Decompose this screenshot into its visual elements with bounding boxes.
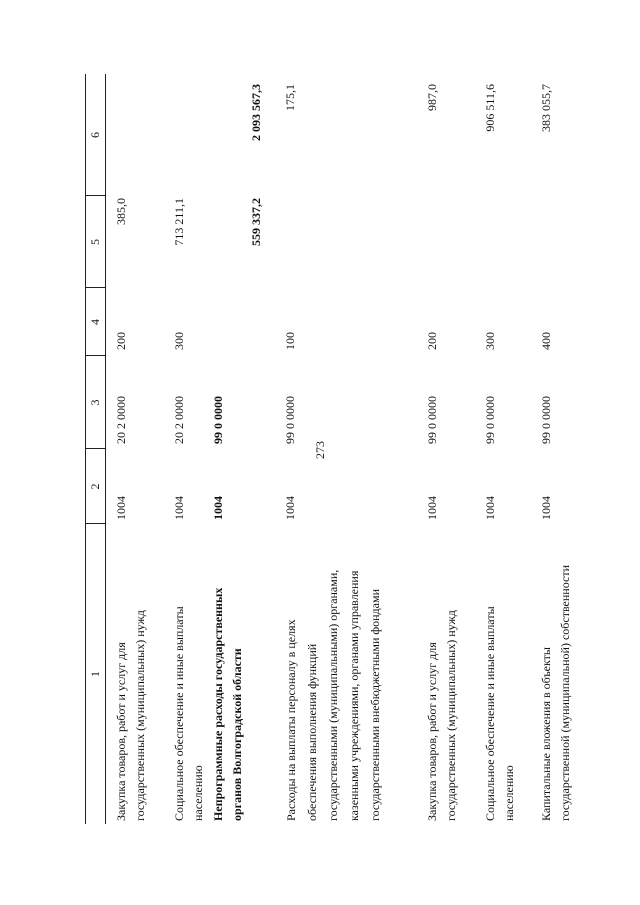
row-target: 99 0 0000 (425, 396, 439, 444)
row-kind: 300 (172, 332, 186, 350)
row-name: Расходы на выплаты персоналу в целях обеспечения выполнения функций государственными (муниципальными) органами, казенными учреждениями, органами управления государственными внебюджетными фондами (284, 569, 382, 821)
row-kind: 300 (483, 332, 497, 350)
row-target: 99 0 0000 (539, 396, 553, 444)
row-name: Социальное обеспечение и иные выплаты населению (172, 606, 205, 821)
column-header: 4 (87, 319, 102, 325)
row-sum-col6: 175,1 (283, 84, 297, 111)
row-section: 1004 (211, 496, 225, 520)
row-target: 99 0 0000 (483, 396, 497, 444)
column-header: 5 (87, 239, 102, 245)
row-sum-col6: 906 511,6 (483, 84, 497, 132)
row-section: 1004 (483, 496, 497, 520)
row-sum-col6: 383 055,7 (539, 84, 553, 132)
row-sum-col5: 713 211,1 (172, 198, 186, 246)
budget-table (85, 74, 605, 824)
row-target: 20 2 0000 (172, 396, 186, 444)
column-header: 1 (87, 671, 102, 677)
row-section: 1004 (114, 496, 128, 520)
row-sum-col6: 987,0 (425, 84, 439, 111)
row-name: Капитальные вложения в объекты государственной (муниципальной) собственности (539, 564, 572, 821)
row-section: 1004 (283, 496, 297, 520)
row-section: 1004 (539, 496, 553, 520)
row-sum-col5: 385,0 (114, 198, 128, 225)
header-bottom-border (105, 74, 106, 824)
column-header: 2 (87, 483, 102, 490)
row-section: 1004 (172, 496, 186, 520)
row-kind: 200 (114, 332, 128, 350)
row-name: Закупка товаров, работ и услуг для государственных (муниципальных) нужд (425, 610, 458, 821)
row-name: Закупка товаров, работ и услуг для государственных (муниципальных) нужд (114, 610, 147, 821)
row-kind: 400 (539, 332, 553, 350)
row-section: 1004 (425, 496, 439, 520)
column-header: 3 (87, 399, 102, 406)
row-name: Социальное обеспечение и иные выплаты населению (483, 606, 516, 821)
row-name: Непрограммные расходы государственных органов Волгоградской области (211, 587, 244, 821)
row-target: 99 0 0000 (211, 396, 225, 444)
row-sum-col5: 559 337,2 (249, 198, 263, 246)
row-kind: 100 (283, 332, 297, 350)
row-kind: 200 (425, 332, 439, 350)
row-sum-col6: 2 093 567,3 (249, 84, 263, 141)
row-target: 20 2 0000 (114, 396, 128, 444)
row-target: 99 0 0000 (283, 396, 297, 444)
column-header: 6 (87, 132, 102, 138)
page-number: 273 (312, 441, 327, 459)
